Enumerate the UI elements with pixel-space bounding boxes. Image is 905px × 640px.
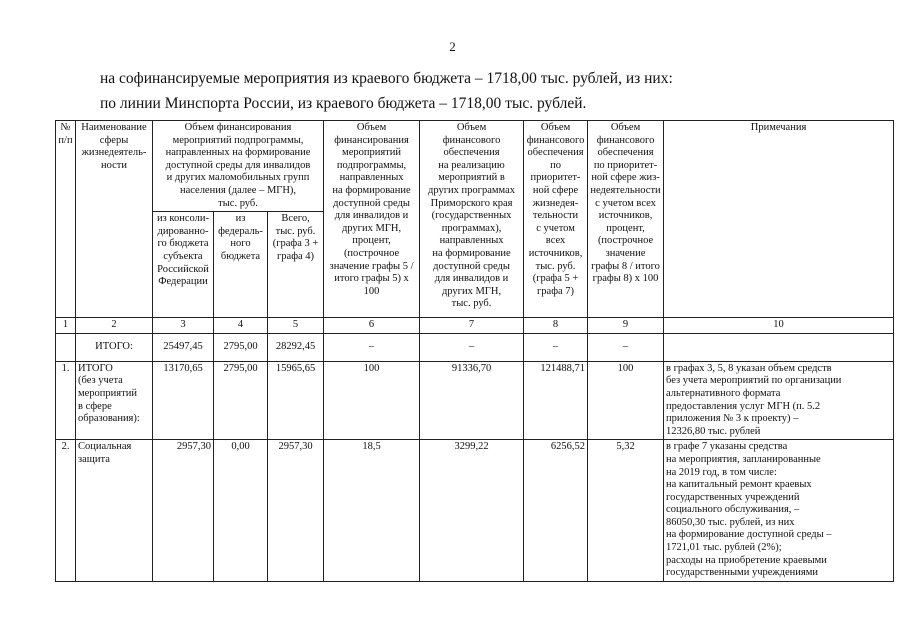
row-percent: 100 [324, 361, 420, 440]
col-number: 10 [664, 318, 894, 334]
row-all-percent: 100 [588, 361, 664, 440]
header-percent-subprogram: Объем финансирования мероприятий подпрограммы, направленных на формирование доступной среды для инвалидов и других МГН, процент, (построчное значение графы 5 / итого графы 5) х 100 [324, 121, 420, 318]
col-number: 1 [56, 318, 76, 334]
total-consolidated: 25497,45 [153, 333, 214, 361]
total-sum: 28292,45 [268, 333, 324, 361]
page-number: 2 [449, 39, 456, 54]
intro-line-1: на софинансируемые мероприятия из краевого бюджета – 1718,00 тыс. рублей, из них: [100, 70, 673, 87]
col-number: 5 [268, 318, 324, 334]
header-sphere: Наименование сферы жизнедеятель- ности [76, 121, 153, 318]
row-note: в графах 3, 5, 8 указан объем средств без учета мероприятий по организации альтернативного формата предоставления услуг МГН (п. 5.2 приложения № 3 к проекту) – 12326,80 тыс. рублей [664, 361, 894, 440]
row-other: 91336,70 [420, 361, 524, 440]
header-notes: Примечания [664, 121, 894, 318]
header-consolidated-budget: из консоли- дированно- го бюджета субъекта Российской Федерации [153, 212, 214, 318]
row-other: 3299,22 [420, 440, 524, 582]
total-federal: 2795,00 [214, 333, 268, 361]
header-percent-all-sources: Объем финансового обеспечения по приоритет- ной сфере жиз- недеятельности с учетом всех источников, процент, (построчное значение графы 8 / итого графы 8) х 100 [588, 121, 664, 318]
col-number: 9 [588, 318, 664, 334]
row-consolidated: 2957,30 [153, 440, 214, 582]
row-sphere: Социальная защита [76, 440, 153, 582]
row-number: 2. [56, 440, 76, 582]
financing-table [55, 120, 894, 582]
table-row [56, 440, 894, 582]
row-percent: 18,5 [324, 440, 420, 582]
header-total: Всего, тыс. руб. (графа 3 + графа 4) [268, 212, 324, 318]
row-number: 1. [56, 361, 76, 440]
col-number: 2 [76, 318, 153, 334]
row-all-percent: 5,32 [588, 440, 664, 582]
row-federal: 2795,00 [214, 361, 268, 440]
total-percent: – [324, 333, 420, 361]
col-number: 6 [324, 318, 420, 334]
row-federal: 0,00 [214, 440, 268, 582]
total-all-sources: – [524, 333, 588, 361]
total-other: – [420, 333, 524, 361]
row-total: 2957,30 [268, 440, 324, 582]
row-sphere: ИТОГО (без учета мероприятий в сфере образования): [76, 361, 153, 440]
col-number: 3 [153, 318, 214, 334]
intro-line-2: по линии Минспорта России, из краевого бюджета – 1718,00 тыс. рублей. [100, 95, 587, 112]
header-federal-budget: из федераль- ного бюджета [214, 212, 268, 318]
header-total-all-sources: Объем финансового обеспечения по приоритет- ной сфере жизнедея- тельности с учетом всех источников, тыс. руб. (графа 5 + графа 7) [524, 121, 588, 318]
col-number: 8 [524, 318, 588, 334]
row-consolidated: 13170,65 [153, 361, 214, 440]
col-number: 4 [214, 318, 268, 334]
row-total: 15965,65 [268, 361, 324, 440]
header-financing: Объем финансирования мероприятий подпрограммы, направленных на формирование доступной среды для инвалидов и других маломобильных групп населения (далее – МГН), тыс. руб. [153, 121, 324, 212]
header-other-programs: Объем финансового обеспечения на реализацию мероприятий в других программах Приморского края (государственных программах), направленных на формирование доступной среды для инвалидов и других МГН, тыс. руб. [420, 121, 524, 318]
col-number: 7 [420, 318, 524, 334]
total-all-percent: – [588, 333, 664, 361]
header-num: № п/п [56, 121, 76, 318]
row-all-sources: 121488,71 [524, 361, 588, 440]
table-row-total [56, 333, 894, 361]
total-label: ИТОГО: [76, 333, 153, 361]
row-note: в графе 7 указаны средства на мероприятия, запланированные на 2019 год, в том числе: на капитальный ремонт краевых государственных учреждений социального обслуживания, – 86050,30 тыс. рублей, из них на формирование доступной среды – 1721,01 тыс. рублей (2%); расходы на приобретение краевыми государственными учреждениями [664, 440, 894, 582]
row-all-sources: 6256,52 [524, 440, 588, 582]
table-row [56, 361, 894, 440]
